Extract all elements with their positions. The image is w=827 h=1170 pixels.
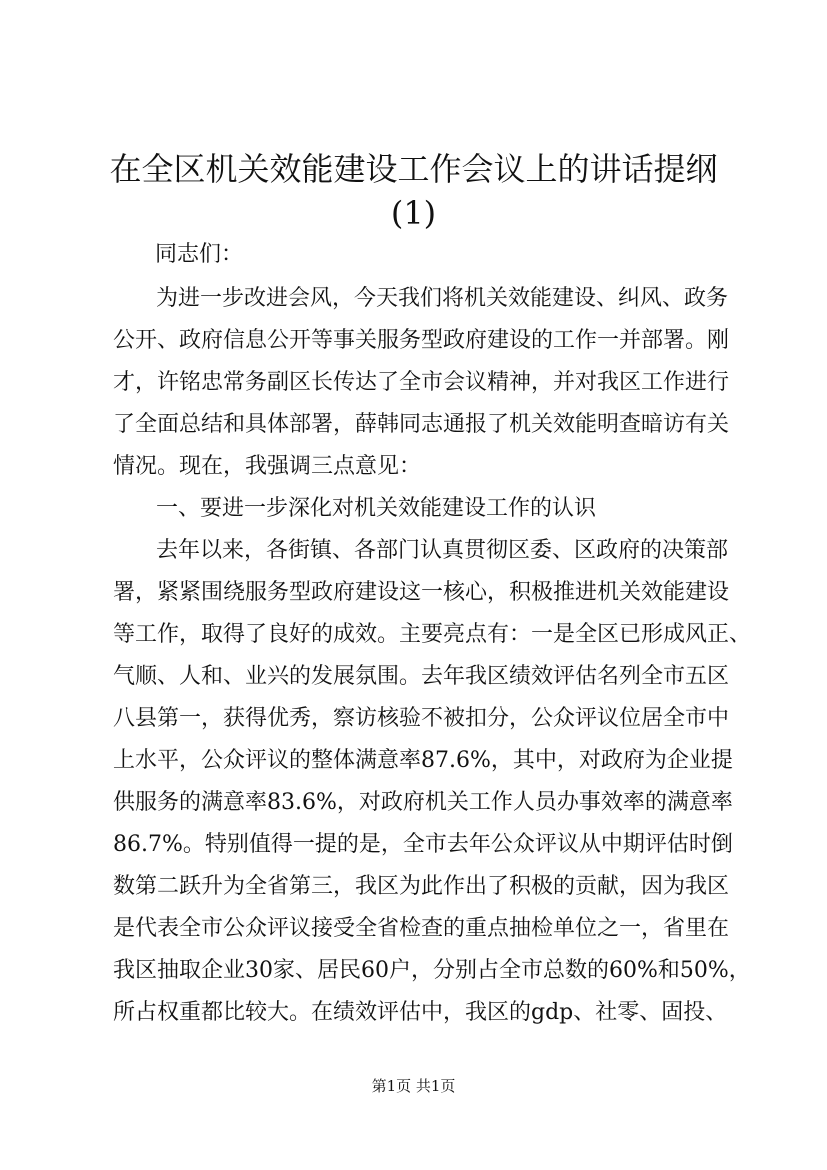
salutation: 同志们：	[155, 242, 244, 267]
body-line: 公开、政府信息公开等事关服务型政府建设的工作一并部署。刚	[113, 328, 730, 353]
body-line: 了全面总结和具体部署，薛韩同志通报了机关效能明查暗访有关	[113, 412, 730, 437]
body-line: 情况。现在，我强调三点意见：	[113, 454, 422, 479]
body-line: 所占权重都比较大。在绩效评估中，我区的gdp、社零、固投、	[113, 1000, 728, 1025]
body-line: 等工作，取得了良好的成效。主要亮点有：一是全区已形成风正、	[113, 622, 752, 647]
body-line: 八县第一，获得优秀，察访核验不被扣分，公众评议位居全市中	[113, 706, 730, 731]
body-line: 数第二跃升为全省第三，我区为此作出了积极的贡献，因为我区	[113, 874, 730, 899]
body-line: 我区抽取企业30家、居民60户，分别占全市总数的60%和50%，	[113, 958, 751, 983]
body-line: 86.7%。特别值得一提的是，全市去年公众评议从中期评估时倒	[113, 832, 733, 857]
body-line: 去年以来，各街镇、各部门认真贯彻区委、区政府的决策部	[156, 538, 729, 563]
body-line: 署，紧紧围绕服务型政府建设这一核心，积极推进机关效能建设	[113, 580, 730, 605]
section-heading: 一、要进一步深化对机关效能建设工作的认识	[156, 496, 597, 521]
body-line: 上水平，公众评议的整体满意率87.6%，其中，对政府为企业提	[113, 748, 733, 773]
body-line: 供服务的满意率83.6%，对政府机关工作人员办事效率的满意率	[113, 790, 733, 815]
body-line: 才，许铭忠常务副区长传达了全市会议精神，并对我区工作进行	[113, 370, 730, 395]
body-line: 为进一步改进会风，今天我们将机关效能建设、纠风、政务	[156, 286, 729, 311]
body-line: 气顺、人和、业兴的发展氛围。去年我区绩效评估名列全市五区	[113, 664, 730, 689]
page-footer: 第1页 共1页	[371, 1077, 456, 1095]
document-title-line2: (1)	[390, 194, 437, 232]
body-line: 是代表全市公众评议接受全省检查的重点抽检单位之一，省里在	[113, 916, 730, 941]
document-title-line1: 在全区机关效能建设工作会议上的讲话提纲	[109, 150, 718, 188]
